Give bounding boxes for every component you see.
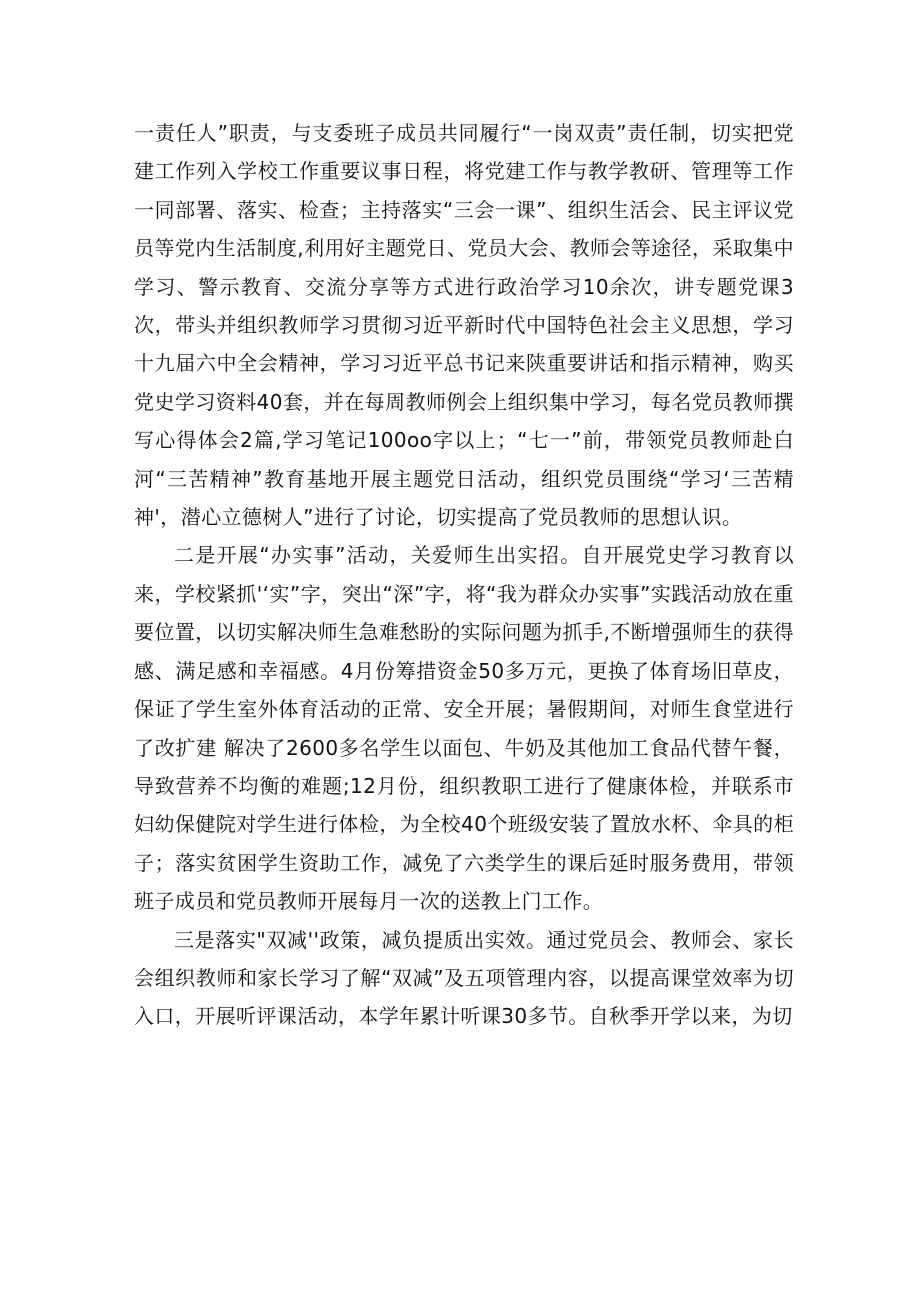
- document-body: [134, 114, 794, 1036]
- paragraph-2: 二是开展“办实事”活动，关爱师生出实招。自开展党史学习教育以来，学校紧抓'‘实”字，突出“深”字，将“我为群众办实事”实践活动放在重要位置，以切实解决师生急难愁盼的实际问题为抓手,不断增强师生的获得感、满足感和幸福感。4月份筹措资金50多万元，更换了体育场旧草皮，保证了学生室外体育活动的正常、安全开展；暑假期间，对师生食堂进行了改扩建 解决了2600多名学生以面包、牛奶及其他加工食品代替午餐，导致营养不均衡的难题;12月份，组织教职工进行了健康体检，并联系市妇幼保健院对学生进行体检，为全校40个班级安装了置放水杯、伞具的柜子；落实贫困学生资助工作，减免了六类学生的课后延时服务费用，带领班子成员和党员教师开展每月一次的送教上门工作。: [134, 543, 794, 914]
- paragraph-1: 一责任人”职责，与支委班子成员共同履行“一岗双责”责任制，切实把党建工作列入学校工作重要议事日程，将党建工作与教学教研、管理等工作一同部署、落实、检查；主持落实“三会一课”、组织生活会、民主评议党员等党内生活制度,利用好主题党日、党员大会、教师会等途径，采取集中学习、警示教育、交流分享等方式进行政治学习10余次，讲专题党课3次，带头并组织教师学习贯彻习近平新时代中国特色社会主义思想，学习十九届六中全会精神，学习习近平总书记来陕重要讲话和指示精神，购买党史学习资料40套，并在每周教师例会上组织集中学习，每名党员教师撰写心得体会2篇,学习笔记100oo字以上；“七一”前，带领党员教师赴白河“三苦精神”教育基地开展主题党日活动，组织党员围绕“学习‘三苦精神'，潜心立德树人”进行了讨论，切实提高了党员教师的思想认识。: [134, 121, 794, 530]
- paragraph-3: 三是落实"双减''政策，减负提质出实效。通过党员会、教师会、家长会组织教师和家长学习了解“双减”及五项管理内容，以提高课堂效率为切入口，开展听评课活动，本学年累计听课30多节。自秋季开学以来，为切: [134, 927, 794, 1029]
